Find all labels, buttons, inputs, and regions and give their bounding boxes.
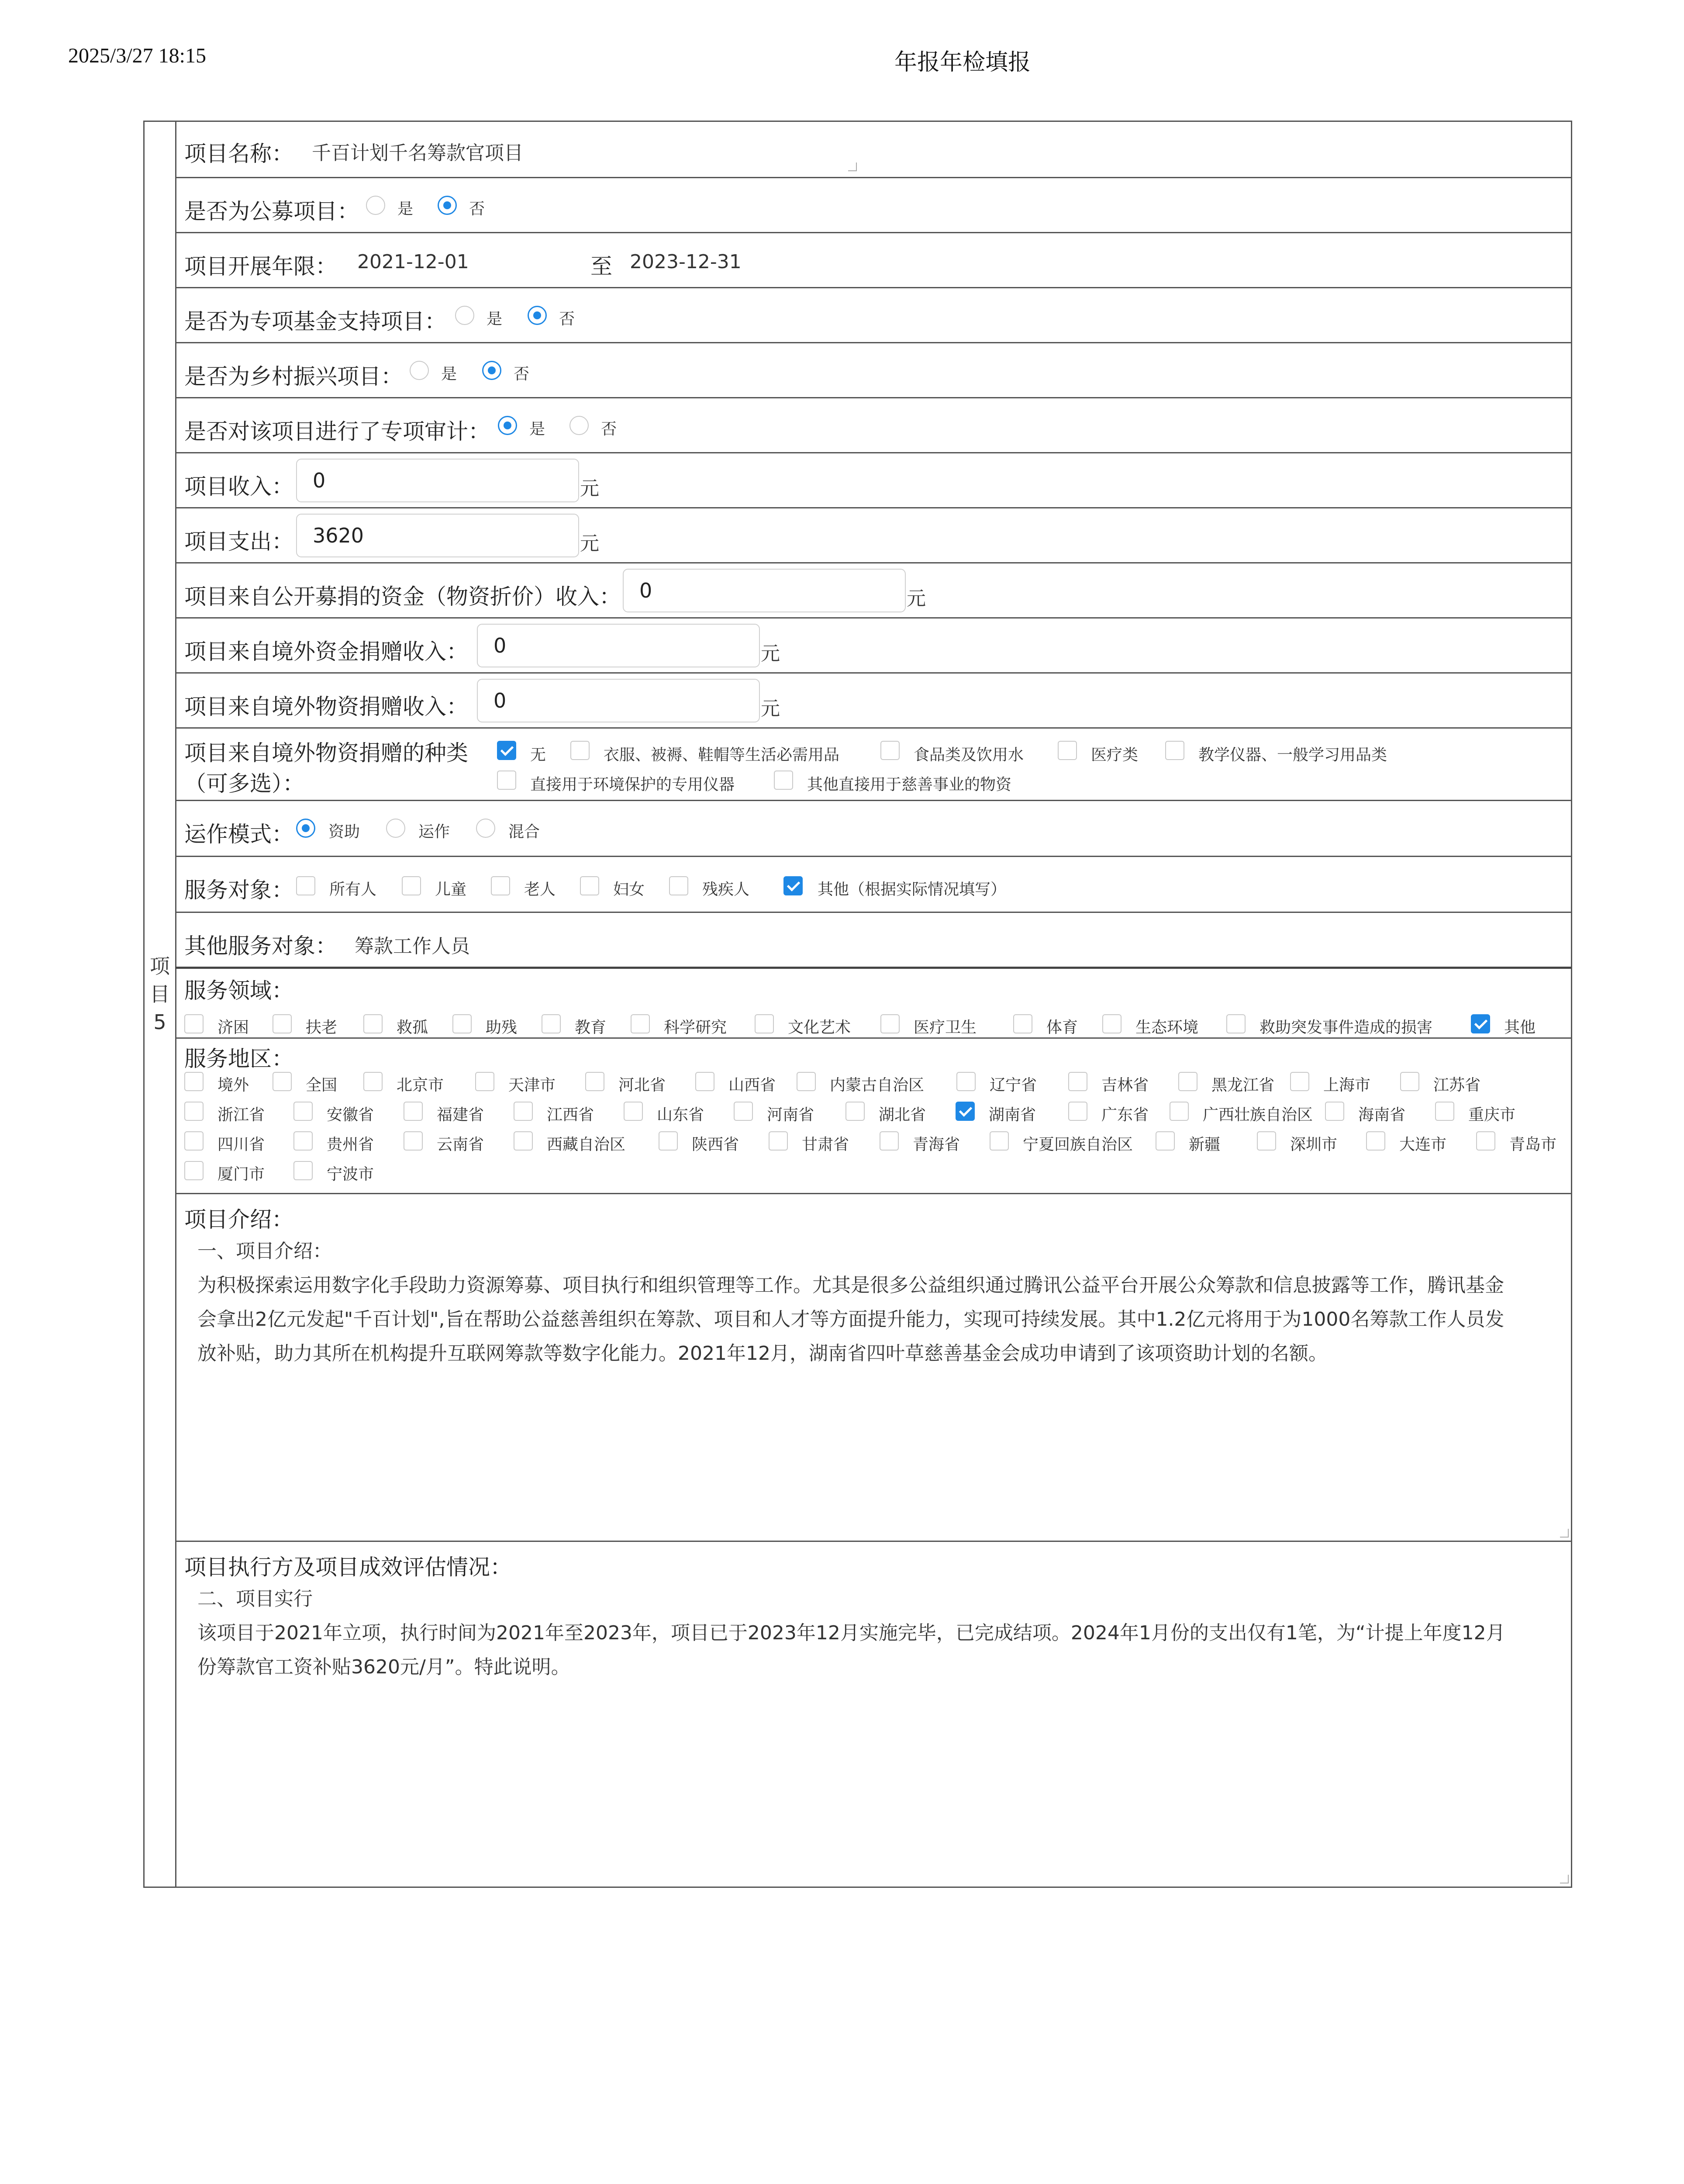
expense-input[interactable]: 3620 <box>296 514 579 557</box>
target-option: 儿童 <box>435 881 467 898</box>
project-name-value[interactable]: 千百计划千名筹款官项目 <box>312 142 523 164</box>
mode-radio[interactable] <box>476 819 495 838</box>
goods-type-checkbox[interactable] <box>570 741 590 760</box>
overseas-goods-unit: 元 <box>761 698 780 720</box>
row-overseas-goods <box>176 674 1571 729</box>
mode-option: 混合 <box>508 823 540 841</box>
row-overseas-cash <box>176 619 1571 674</box>
region-option: 青岛市 <box>1509 1136 1557 1154</box>
fund-yes-label: 是 <box>487 310 503 328</box>
region-checkbox[interactable] <box>184 1072 204 1091</box>
target-checkbox[interactable] <box>580 876 599 895</box>
field-option: 济困 <box>217 1019 249 1037</box>
field-option: 扶老 <box>306 1019 338 1037</box>
rural-label: 是否为乡村振兴项目： <box>184 364 403 389</box>
goods-type-option: 其他直接用于慈善事业的物资 <box>807 776 1012 794</box>
exec-text[interactable] <box>197 1582 1505 1684</box>
public-no-radio[interactable] <box>438 196 457 215</box>
field-option: 救孤 <box>397 1019 428 1037</box>
region-checkbox[interactable] <box>293 1161 313 1180</box>
region-option: 广东省 <box>1101 1106 1149 1124</box>
row-period <box>176 233 1571 288</box>
exec-line: 份筹款官工资补贴3620元/月”。特此说明。 <box>197 1656 570 1678</box>
region-checkbox[interactable] <box>293 1131 313 1151</box>
overseas-cash-input[interactable]: 0 <box>477 624 760 667</box>
public-funds-unit: 元 <box>907 587 926 610</box>
region-checkbox[interactable] <box>184 1131 204 1151</box>
target-option: 其他（根据实际情况填写） <box>818 881 1007 898</box>
region-checkbox[interactable] <box>734 1102 753 1121</box>
field-checkbox[interactable] <box>452 1014 472 1033</box>
resize-handle-icon[interactable] <box>848 162 857 171</box>
row-regions <box>176 1039 1571 1194</box>
row-rural <box>176 343 1571 398</box>
region-option: 福建省 <box>437 1106 484 1124</box>
region-checkbox[interactable] <box>363 1072 383 1091</box>
region-option: 西藏自治区 <box>547 1136 626 1154</box>
audit-yes-label: 是 <box>529 420 545 438</box>
region-checkbox[interactable] <box>1068 1072 1087 1091</box>
goods-type-checkbox[interactable] <box>1058 741 1077 760</box>
region-checkbox[interactable] <box>624 1102 643 1121</box>
goods-type-option: 衣服、被褥、鞋帽等生活必需用品 <box>604 746 840 764</box>
resize-handle-icon[interactable] <box>1560 1529 1569 1538</box>
audit-no-radio[interactable] <box>569 416 589 435</box>
region-checkbox[interactable] <box>514 1131 533 1151</box>
region-checkbox[interactable] <box>659 1131 678 1151</box>
period-to: 至 <box>590 254 612 279</box>
row-public-funds <box>176 563 1571 619</box>
mode-option: 资助 <box>328 823 360 841</box>
target-checkbox[interactable] <box>296 876 315 895</box>
target-checkbox[interactable] <box>783 876 803 895</box>
goods-type-checkbox[interactable] <box>497 741 516 760</box>
region-checkbox[interactable] <box>1178 1072 1197 1091</box>
region-option: 山东省 <box>657 1106 704 1124</box>
public-label: 是否为公募项目： <box>184 199 359 224</box>
row-fields <box>176 969 1571 1039</box>
field-option: 教育 <box>575 1019 607 1037</box>
period-start[interactable]: 2021-12-01 <box>357 251 469 273</box>
public-funds-label: 项目来自公开募捐的资金（物资折价）收入： <box>184 584 621 609</box>
region-option: 山西省 <box>728 1076 776 1094</box>
public-yes-label: 是 <box>397 200 414 218</box>
region-option: 广西壮族自治区 <box>1203 1106 1313 1124</box>
intro-line: 为积极探索运用数字化手段助力资源筹募、项目执行和组织管理等工作。尤其是很多公益组织通过腾讯公益平台开展公众筹款和信息披露等工作，腾讯基金 <box>197 1274 1504 1296</box>
field-checkbox[interactable] <box>1102 1014 1122 1033</box>
exec-label: 项目执行方及项目成效评估情况： <box>184 1555 512 1580</box>
target-checkbox[interactable] <box>402 876 421 895</box>
expense-unit: 元 <box>580 532 599 555</box>
target-checkbox[interactable] <box>669 876 688 895</box>
expense-label: 项目支出： <box>184 529 293 554</box>
field-checkbox[interactable] <box>184 1014 204 1033</box>
region-checkbox[interactable] <box>404 1102 423 1121</box>
target-option: 妇女 <box>613 881 645 898</box>
mode-radio[interactable] <box>296 819 315 838</box>
region-option: 内蒙古自治区 <box>830 1076 925 1094</box>
region-checkbox[interactable] <box>293 1102 313 1121</box>
target-checkbox[interactable] <box>491 876 510 895</box>
field-option: 医疗卫生 <box>914 1019 977 1037</box>
region-option: 北京市 <box>397 1076 444 1094</box>
region-checkbox[interactable] <box>880 1131 899 1151</box>
region-checkbox[interactable] <box>769 1131 788 1151</box>
goods-type-checkbox[interactable] <box>880 741 900 760</box>
region-checkbox[interactable] <box>1068 1102 1087 1121</box>
region-option: 贵州省 <box>327 1136 374 1154</box>
region-checkbox[interactable] <box>404 1131 423 1151</box>
goods-type-label-2: （可多选）： <box>184 771 304 796</box>
region-checkbox[interactable] <box>956 1072 976 1091</box>
field-option: 文化艺术 <box>788 1019 851 1037</box>
targets-label: 服务对象： <box>184 878 293 903</box>
public-no-label: 否 <box>469 200 485 218</box>
period-end[interactable]: 2023-12-31 <box>630 251 742 273</box>
row-special-fund <box>176 288 1571 343</box>
row-public-fundraising <box>176 178 1571 233</box>
mode-option: 运作 <box>418 823 450 841</box>
goods-type-option: 医疗类 <box>1091 746 1139 764</box>
region-checkbox[interactable] <box>585 1072 604 1091</box>
region-option: 深圳市 <box>1290 1136 1338 1154</box>
income-unit: 元 <box>580 477 599 500</box>
mode-label: 运作模式： <box>184 822 293 847</box>
side-label <box>143 952 176 1036</box>
page-title: 年报年检填报 <box>894 50 1031 75</box>
region-checkbox[interactable] <box>273 1072 292 1091</box>
row-audit <box>176 398 1571 453</box>
region-option: 大连市 <box>1399 1136 1447 1154</box>
field-checkbox[interactable] <box>363 1014 383 1033</box>
regions-label: 服务地区： <box>184 1046 293 1071</box>
region-option: 上海市 <box>1323 1076 1371 1094</box>
field-checkbox[interactable] <box>1226 1014 1246 1033</box>
overseas-cash-label: 项目来自境外资金捐赠收入： <box>184 639 468 664</box>
intro-line: 放补贴，助力其所在机构提升互联网筹款等数字化能力。2021年12月，湖南省四叶草慈善基金会成功申请到了该项资助计划的名额。 <box>197 1342 1328 1365</box>
region-option: 境外 <box>217 1076 249 1094</box>
region-checkbox[interactable] <box>514 1102 533 1121</box>
fund-no-label: 否 <box>559 310 575 328</box>
field-checkbox[interactable] <box>880 1014 900 1033</box>
row-targets <box>176 857 1571 913</box>
region-option: 云南省 <box>437 1136 484 1154</box>
region-option: 安徽省 <box>327 1106 374 1124</box>
exec-heading: 二、项目实行 <box>197 1588 313 1610</box>
intro-label: 项目介绍： <box>184 1207 293 1232</box>
target-option: 老人 <box>524 881 556 898</box>
region-option: 湖北省 <box>879 1106 926 1124</box>
region-checkbox[interactable] <box>475 1072 494 1091</box>
field-option: 体育 <box>1046 1019 1078 1037</box>
region-option: 吉林省 <box>1101 1076 1149 1094</box>
intro-heading: 一、项目介绍： <box>197 1240 332 1262</box>
region-option: 青海省 <box>913 1136 960 1154</box>
row-goods-types <box>176 729 1571 801</box>
field-checkbox[interactable] <box>273 1014 292 1033</box>
side-label-char: 项 <box>150 954 170 978</box>
region-option: 湖南省 <box>989 1106 1036 1124</box>
goods-type-label: 项目来自境外物资捐赠的种类 <box>184 740 468 766</box>
region-checkbox[interactable] <box>1257 1131 1276 1151</box>
mode-radio[interactable] <box>386 819 405 838</box>
goods-type-checkbox[interactable] <box>1165 741 1184 760</box>
rural-yes-label: 是 <box>441 365 457 383</box>
region-checkbox[interactable] <box>956 1102 975 1121</box>
exec-line: 该项目于2021年立项，执行时间为2021年至2023年，项目已于2023年12月实施完毕，已完成结项。2024年1月份的支出仅有1笔，为“计提上年度12月 <box>197 1622 1505 1644</box>
row-intro <box>176 1194 1571 1542</box>
region-option: 全国 <box>306 1076 338 1094</box>
overseas-cash-unit: 元 <box>761 643 780 665</box>
print-datetime: 2025/3/27 18:15 <box>68 44 207 67</box>
goods-type-option: 无 <box>530 746 546 764</box>
field-checkbox[interactable] <box>631 1014 650 1033</box>
region-checkbox[interactable] <box>184 1161 204 1180</box>
intro-text[interactable] <box>197 1234 1504 1371</box>
field-option: 科学研究 <box>664 1019 727 1037</box>
other-targets-value[interactable]: 筹款工作人员 <box>355 935 470 957</box>
field-checkbox[interactable] <box>1471 1014 1490 1033</box>
public-yes-radio[interactable] <box>366 196 385 215</box>
target-option: 残疾人 <box>702 881 750 898</box>
region-checkbox[interactable] <box>1290 1072 1309 1091</box>
audit-no-label: 否 <box>601 420 617 438</box>
field-option: 其他 <box>1504 1019 1536 1037</box>
target-option: 所有人 <box>329 881 377 898</box>
region-option: 黑龙江省 <box>1211 1076 1275 1094</box>
region-option: 浙江省 <box>217 1106 265 1124</box>
income-input[interactable]: 0 <box>296 459 579 502</box>
side-label-char: 目 <box>150 982 170 1006</box>
intro-line: 会拿出2亿元发起"千百计划",旨在帮助公益慈善组织在筹款、项目和人才等方面提升能力，实现可持续发展。其中1.2亿元将用于为1000名筹款工作人员发 <box>197 1308 1505 1330</box>
region-option: 河北省 <box>618 1076 666 1094</box>
region-checkbox[interactable] <box>1170 1102 1189 1121</box>
row-mode <box>176 801 1571 857</box>
region-option: 厦门市 <box>217 1165 265 1183</box>
region-option: 江苏省 <box>1433 1076 1481 1094</box>
row-execution <box>176 1542 1571 1888</box>
region-checkbox[interactable] <box>1156 1131 1175 1151</box>
resize-handle-icon[interactable] <box>1560 1875 1569 1883</box>
region-checkbox[interactable] <box>1435 1102 1454 1121</box>
row-other-targets <box>176 913 1571 969</box>
field-checkbox[interactable] <box>542 1014 561 1033</box>
project-name-label: 项目名称： <box>184 141 293 166</box>
region-checkbox[interactable] <box>1325 1102 1344 1121</box>
region-option: 新疆 <box>1189 1136 1221 1154</box>
field-checkbox[interactable] <box>755 1014 774 1033</box>
field-option: 助残 <box>486 1019 518 1037</box>
goods-type-option: 教学仪器、一般学习用品类 <box>1198 746 1387 764</box>
other-targets-label: 其他服务对象： <box>184 933 337 959</box>
region-option: 宁波市 <box>327 1165 374 1183</box>
fields-label: 服务领域： <box>184 978 293 1003</box>
region-checkbox[interactable] <box>797 1072 816 1091</box>
region-checkbox[interactable] <box>845 1102 865 1121</box>
region-option: 河南省 <box>767 1106 814 1124</box>
region-option: 重庆市 <box>1468 1106 1516 1124</box>
income-label: 项目收入： <box>184 474 293 499</box>
region-option: 辽宁省 <box>990 1076 1037 1094</box>
rural-no-radio[interactable] <box>482 361 501 380</box>
overseas-goods-label: 项目来自境外物资捐赠收入： <box>184 694 468 719</box>
row-income <box>176 453 1571 508</box>
region-checkbox[interactable] <box>1400 1072 1419 1091</box>
region-checkbox[interactable] <box>1476 1131 1495 1151</box>
goods-type-option: 食品类及饮用水 <box>914 746 1024 764</box>
side-label-char: 5 <box>153 1010 166 1034</box>
overseas-goods-input[interactable]: 0 <box>477 679 760 722</box>
public-funds-input[interactable]: 0 <box>623 569 906 612</box>
audit-yes-radio[interactable] <box>498 416 517 435</box>
region-checkbox[interactable] <box>184 1102 204 1121</box>
region-option: 宁夏回族自治区 <box>1023 1136 1133 1154</box>
region-option: 四川省 <box>217 1136 265 1154</box>
period-label: 项目开展年限： <box>184 254 337 279</box>
goods-type-checkbox[interactable] <box>497 771 516 790</box>
region-option: 天津市 <box>508 1076 556 1094</box>
region-checkbox[interactable] <box>990 1131 1009 1151</box>
region-checkbox[interactable] <box>695 1072 714 1091</box>
rural-no-label: 否 <box>514 365 530 383</box>
region-checkbox[interactable] <box>1366 1131 1385 1151</box>
field-checkbox[interactable] <box>1013 1014 1032 1033</box>
audit-label: 是否对该项目进行了专项审计： <box>184 419 490 444</box>
region-option: 陕西省 <box>692 1136 739 1154</box>
fund-label: 是否为专项基金支持项目： <box>184 309 446 334</box>
field-option: 救助突发事件造成的损害 <box>1260 1019 1433 1037</box>
fund-yes-radio[interactable] <box>455 306 474 325</box>
fund-no-radio[interactable] <box>528 306 547 325</box>
region-option: 海南省 <box>1358 1106 1406 1124</box>
row-expense <box>176 508 1571 563</box>
rural-yes-radio[interactable] <box>410 361 429 380</box>
row-project-name <box>176 121 1571 178</box>
region-option: 江西省 <box>547 1106 594 1124</box>
field-option: 生态环境 <box>1135 1019 1199 1037</box>
region-option: 甘肃省 <box>802 1136 849 1154</box>
goods-type-option: 直接用于环境保护的专用仪器 <box>530 776 735 794</box>
goods-type-checkbox[interactable] <box>774 771 793 790</box>
